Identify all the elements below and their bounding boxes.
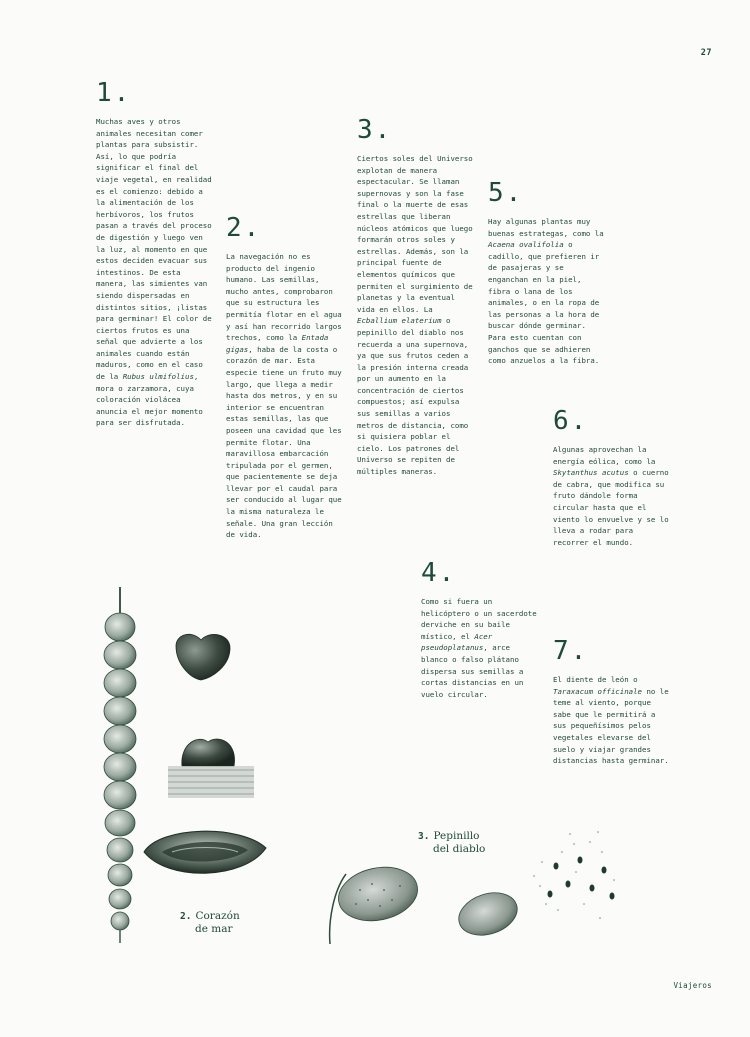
section-text (357, 153, 475, 478)
section-number: 5. (488, 178, 524, 208)
species-name: Entada gigas (226, 333, 329, 354)
text-run: o cuerno de cabra, que modifica su fruto dándole forma circular hasta que el viento lo envuelve y se lo lleva a rodar para recorrer el mundo. (553, 468, 669, 547)
caption-line1: Corazón (195, 910, 240, 922)
floating-seed-illustration (168, 728, 258, 803)
section-number: 4. (421, 558, 457, 588)
text-run: Ciertos soles del Universo explotan de manera espectacular. Se llaman supernovas y son la fase final o la muerte de esas estrellas que liberan núcleos atómicos que luego formarán otros soles y estrellas. Además, son la principal fuente de elementos químicos que permiten el surgimiento de planetas y la eventual vida en ellos. La (357, 154, 473, 314)
exploding-fruit-illustration (452, 822, 622, 942)
section-number: 3. (357, 115, 393, 145)
text-run: El diente de león o (553, 675, 638, 684)
seed-pod-illustration (90, 585, 150, 945)
text-run: , mora o zarzamora, cuya coloración violácea anuncia el mejor momento para ser disfrutada. (96, 372, 203, 428)
section-number: 7. (553, 636, 589, 666)
text-run: o cadillo, que prefieren ir de pasajeras y se enganchan en la piel, fibra o lana de los animales, o en la ropa de las personas a la hora de buscar dónde germinar. Para esto cuentan con ganchos que se adhieren como anzuelos a la fibra. (488, 240, 600, 366)
caption-number: 2. (180, 911, 192, 922)
text-run: Como si fuera un helicóptero o un sacerdote derviche en su baile místico, el (421, 597, 537, 641)
section-6 (553, 408, 671, 548)
section-number: 6. (553, 406, 589, 436)
section-2 (226, 215, 344, 541)
section-text (421, 596, 539, 700)
section-3 (357, 117, 475, 478)
caption-line2: del diablo (433, 843, 486, 855)
species-name: Skytanthus acutus (553, 468, 629, 478)
species-name: Ecballium elaterium (357, 316, 442, 326)
text-run: Muchas aves y otros animales necesitan comer plantas para subsistir. Así, lo que podría significar el final del viaje vegetal, en realidad es el comienzo: debido a la alimentación de los herbívoros, los frutos pasan a través del proceso de digestión y luego ven la luz, al momento en que estos deciden evacuar sus intestinos. De esta manera, las simientes van siendo dispersadas en distintos sitios, ¡listas para germinar! El color de ciertos frutos es una señal que advierte a los animales cuando están maduros, como en el caso de la (96, 117, 212, 382)
section-text (96, 116, 214, 429)
species-name: Taraxacum officinale (553, 686, 642, 696)
text-run: o pepinillo del diablo nos recuerda a una supernova, ya que sus frutos ceden a la presión interna creada por un aumento en la concentración de ciertos compuestos; así expulsa sus semillas a varios metros de distancia, como si quisiera poblar el cielo. Los patrones del Universo se repiten de múltiples maneras. (357, 316, 469, 477)
text-run: Hay algunas plantas muy buenas estrategas, como la (488, 217, 604, 238)
open-seed-illustration (140, 822, 270, 884)
caption-corazon-de-mar (180, 910, 240, 936)
text-run: , arce blanco o falso plátano dispersa sus semillas a cortas distancias en un vuelo circular. (421, 643, 524, 699)
section-5 (488, 180, 606, 367)
section-4 (421, 560, 539, 700)
cucumber-fruit-illustration (320, 860, 420, 950)
section-number: 2. (226, 213, 262, 243)
species-name: Acer pseudoplatanus (421, 631, 493, 653)
section-text (553, 674, 671, 767)
section-text (488, 216, 606, 367)
section-7 (553, 638, 671, 767)
caption-line1: Pepinillo (433, 830, 480, 842)
species-name: Rubus ulmifolius (122, 372, 194, 382)
text-run: , haba de la costa o corazón de mar. Esta especie tiene un fruto muy largo, que llega a medir hasta dos metros, y en su interior se encuentran estas semillas, las que poseen una cavidad que les permite flotar. Una maravillosa embarcación tripulada por el germen, que pacientemente se deja llevar por el caudal para ser conducido al lugar que la misma naturaleza le señale. Una gran lección de vida. (226, 344, 342, 540)
text-run: La navegación no es producto del ingenio humano. Las semillas, mucho antes, comprobaron que su estructura les permitía flotar en el agua y así han recorrido largos trechos, como la (226, 252, 342, 343)
caption-number: 3. (418, 831, 430, 842)
section-text (226, 251, 344, 541)
page-number: 27 (700, 48, 712, 58)
text-run: Algunas aprovechan la energía eólica, como la (553, 445, 656, 466)
section-1 (96, 80, 214, 429)
section-number: 1. (96, 78, 132, 108)
heart-seed-illustration (168, 628, 238, 683)
caption-line2: de mar (195, 923, 233, 935)
section-text (553, 444, 671, 548)
footer-label: Viajeros (673, 981, 712, 990)
text-run: no le teme al viento, porque sabe que le permitirá a sus pequeñísimos pelos vegetales elevarse del suelo y viajar grandes distancias hasta germinar. (553, 686, 669, 766)
species-name: Acaena ovalifolia (488, 240, 564, 250)
